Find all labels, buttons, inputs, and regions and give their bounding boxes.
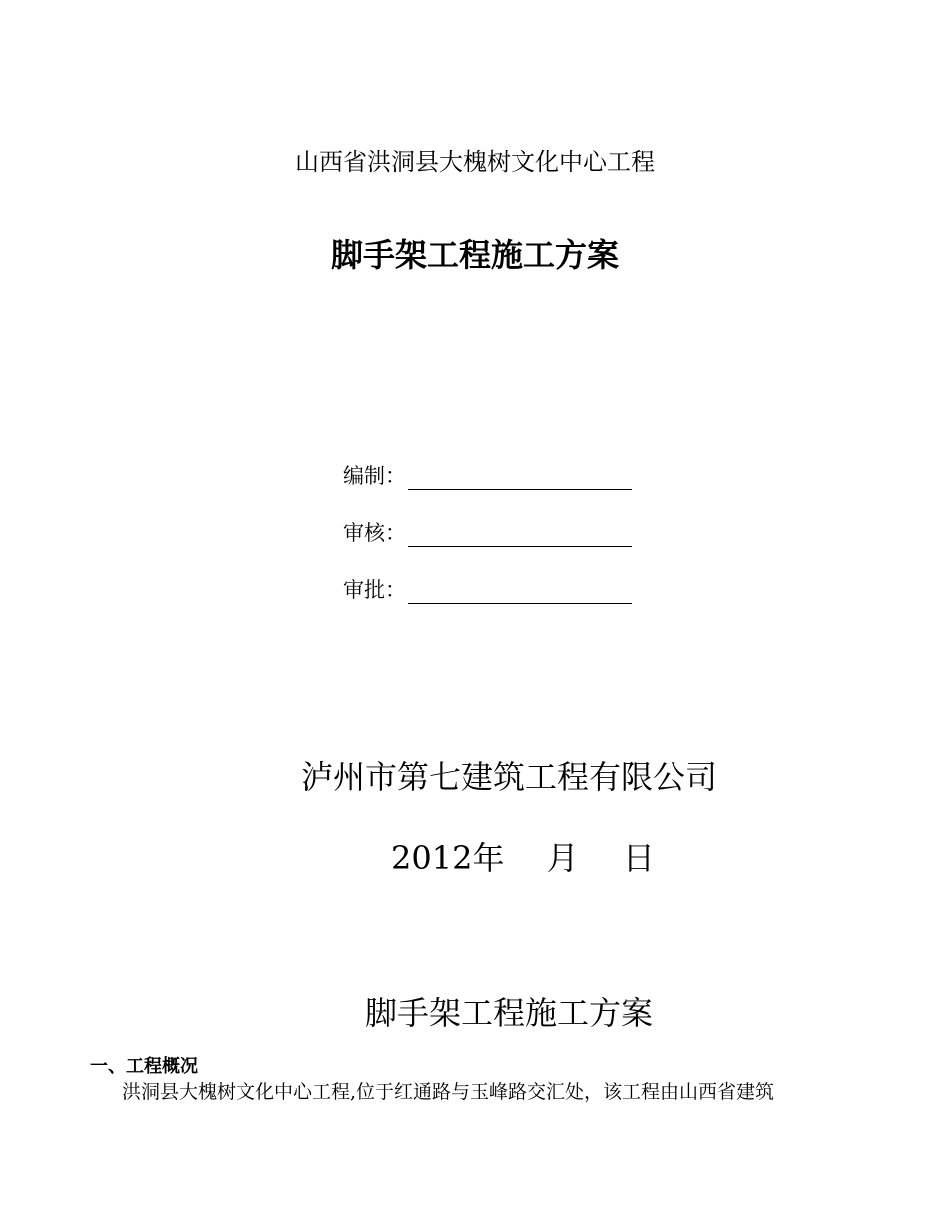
document-date — [391, 833, 655, 879]
signature-label-review: 审核： — [343, 521, 406, 545]
document-title: 脚手架工程施工方案 — [330, 236, 619, 274]
signature-row-approve — [343, 574, 632, 604]
date-month: 月 — [546, 839, 579, 877]
signature-label-compile: 编制： — [343, 464, 406, 488]
section-paragraph: 洪洞县大槐树文化中心工程,位于红通路与玉峰路交汇处，该工程由山西省建筑 — [122, 1081, 775, 1103]
signature-row-compile — [343, 460, 632, 490]
signature-line-approve — [408, 581, 632, 604]
date-year: 2012年 — [391, 839, 505, 877]
project-name: 山西省洪洞县大槐树文化中心工程 — [295, 148, 655, 176]
signature-line-compile — [408, 467, 632, 490]
company-name: 泸州市第七建筑工程有限公司 — [300, 758, 717, 796]
body-title: 脚手架工程施工方案 — [364, 994, 653, 1032]
date-day: 日 — [622, 839, 655, 877]
signature-row-review — [343, 517, 632, 547]
signature-label-approve: 审批： — [343, 578, 406, 602]
section-heading: 一、工程概况 — [90, 1056, 198, 1077]
signature-line-review — [408, 524, 632, 547]
